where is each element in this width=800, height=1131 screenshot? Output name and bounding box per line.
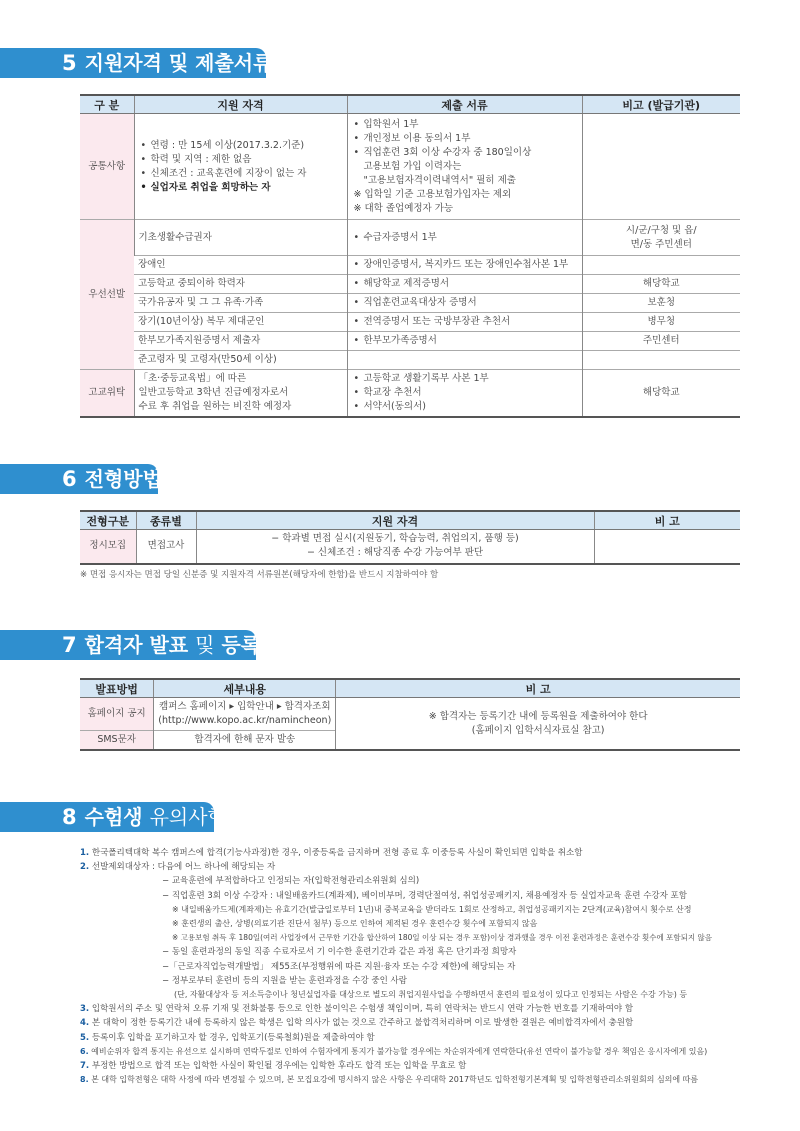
note-line: − 정부로부터 훈련비 등의 지원을 받는 훈련과정을 수강 중인 사람	[162, 975, 407, 986]
note-line: 1. 한국폴리텍대학 복수 캠퍼스에 합격(기능사과정)한 경우, 이중등록을 금지하며 전형 종료 후 이중등록 사실이 확인되면 입학을 취소함	[80, 848, 583, 858]
selection-method-table: 전형구분 종류별 지원 자격 비 고 정시모집 면접고사 − 학과별 면접 실시(지원동기, 학습능력, 취업의지, 품행 등) − 신체조건 : 해당직종 수강 가능여부 판단	[80, 510, 740, 565]
table-row: 고교위탁 「초·중등교육법」에 따른 일반고등학교 3학년 진급예정자로서 수료 후 취업을 원하는 비진학 예정자 • 고등학교 생활기록부 사본 1부 • 학교장 추천서 • 서약서(동의서) 해당학교	[80, 370, 740, 418]
section-number: 6	[62, 467, 77, 491]
section-number: 5	[62, 51, 77, 75]
col-header: 제출 서류	[347, 95, 582, 114]
table-row: 고등학교 중퇴이하 학력자 • 해당학교 제적증명서 해당학교	[80, 275, 740, 294]
category-cell: 고교위탁	[80, 370, 134, 418]
note-line: ※ 내일배움카드제(계좌제)는 유효기간(발급일로부터 1년)내 중복교육을 받더라도 1회로 산정하고, 취업성공패키지는 2단계(교육)참여시 횟수로 산정	[172, 904, 692, 914]
note-line: − 직업훈련 3회 이상 수강자 : 내일배움카드(계좌제), 베이비부머, 경력단절여성, 취업성공패키지, 채용예정자 등 실업자교육 훈련 수강자 포함	[162, 890, 687, 901]
note-line: 8. 본 대학 입학전형은 대학 사정에 따라 변경될 수 있으며, 본 모집요강에 명시하지 않은 사항은 우리대학 2017학년도 입학전형기본계획 및 입학전형관리소위원회의 심의에 따름	[80, 1075, 699, 1085]
section-6-header	[0, 464, 162, 494]
documents-cell: • 입학원서 1부 • 개인정보 이용 동의서 1부 • 직업훈련 3회 이상 수강자 중 180일이상 고용보험 가입 이력자는 "고용보험자격이력내역서" 필히 제출 ※ 입학일 기준 고용보험가입자는 제외 ※ 대학 졸업예정자 가능	[347, 114, 582, 220]
announcement-table: 발표방법 세부내용 비 고 홈페이지 공지 캠퍼스 홈페이지 ▸ 입학안내 ▸ 합격자조회 (http://www.kopo.ac.kr/namincheon) ※ 합격자는 등록기간 내에 등록원을 제출하여야 한다 (홈페이지 입학서식자료실 참고) SMS문자 합격자에 한해 문자 발송	[80, 678, 740, 751]
homepage-link[interactable]: (http://www.kopo.ac.kr/namincheon)	[158, 715, 332, 726]
table-row: 홈페이지 공지 캠퍼스 홈페이지 ▸ 입학안내 ▸ 합격자조회 (http://www.kopo.ac.kr/namincheon) ※ 합격자는 등록기간 내에 등록원을 제출하여야 한다 (홈페이지 입학서식자료실 참고)	[80, 698, 740, 731]
category-cell: 공통사항	[80, 114, 134, 220]
table-row: 국가유공자 및 그 그 유족·가족 • 직업훈련교육대상자 증명서 보훈청	[80, 294, 740, 313]
table-row: 장애인 • 장애인증명서, 복지카드 또는 장애인수첩사본 1부	[80, 256, 740, 275]
note-line: 4. 본 대학이 정한 등록기간 내에 등록하지 않은 학생은 입학 의사가 없는 것으로 간주하고 불합격처리하며 이로 발생한 결원은 예비합격자에서 충원함	[80, 1018, 634, 1029]
section-number: 7	[62, 633, 77, 657]
note-line: 6. 예비순위자 합격 통지는 유선으로 실시하며 연락두절로 인하여 수험자에게 통지가 불가능할 경우에는 차순위자에게 연락한다(유선 연락이 불가능할 경우 책임은 응시자에게 있음)	[80, 1046, 708, 1056]
category-cell: 우선선발	[80, 220, 134, 370]
note-line: 3. 입학원서의 주소 및 연락처 오류 기재 및 전화불통 등으로 인한 불이익은 수험생 책임이며, 특히 연락처는 반드시 연락 가능한 번호를 기재하여야 함	[80, 1004, 634, 1015]
note-line: − 교육훈련에 부적합하다고 인정되는 자(입학전형관리소위원회 심의)	[162, 876, 420, 887]
col-header: 구 분	[80, 95, 134, 114]
note-line: (단, 자활대상자 등 저소득층이나 청년실업자를 대상으로 별도의 취업지원사업을 수행하면서 훈련의 필요성이 있다고 인정되는 사람은 수강 가능) 등	[174, 990, 688, 1000]
note-line: 5. 등록이후 입학을 포기하고자 할 경우, 입학포기(등록철회)원을 제출하여야 함	[80, 1032, 375, 1043]
section-8-header: 8 수험생 유의사항	[0, 802, 214, 832]
section-number: 8	[62, 805, 77, 829]
table-row: 준고령자 및 고령자(만50세 이상)	[80, 351, 740, 370]
col-header: 비고 (발급기관)	[582, 95, 740, 114]
table-row	[80, 114, 740, 220]
issuer-cell	[582, 114, 740, 220]
note-line: 7. 부정한 방법으로 합격 또는 입학한 사실이 확인될 경우에는 입학한 후라도 합격 또는 입학을 무효로 함	[80, 1061, 467, 1072]
note-line: − 동일 훈련과정의 동일 직종 수료자로서 기 이수한 훈련기간과 같은 과정 혹은 단기과정 희망자	[162, 947, 517, 958]
issuer-cell: 시/군/구청 및 읍/ 면/동 주민센터	[582, 220, 740, 256]
col-header: 지원 자격	[134, 95, 347, 114]
note-line: ※ 훈련생의 출산, 상병(의료기관 진단서 첨부) 등으로 인하여 제적된 경우 훈련수강 횟수에 포함되지 않음	[172, 919, 538, 929]
note-line: ※ 고용보험 취득 후 180일(여러 사업장에서 근무한 기간을 합산하여 180일 이상 되는 경우 포함)이상 경과했을 경우 이전 훈련과정은 훈련수강 횟수에 포함되지 않음	[172, 933, 713, 943]
section-title: 지원자격 및 제출서류	[84, 51, 273, 75]
section-7-header: 7 합격자 발표 및 등록	[0, 630, 256, 660]
table-row: 정시모집 면접고사 − 학과별 면접 실시(지원동기, 학습능력, 취업의지, 품행 등) − 신체조건 : 해당직종 수강 가능여부 판단	[80, 530, 740, 564]
note-line: 2. 선발제외대상자 : 다음에 어느 하나에 해당되는 자	[80, 862, 276, 873]
notes-list	[80, 846, 770, 1087]
section-5-header	[0, 48, 273, 78]
table-row: 한부모가족지원증명서 제출자 • 한부모가족증명서 주민센터	[80, 332, 740, 351]
interview-footnote: ※ 면접 응시자는 면접 당일 신분증 및 지원자격 서류원본(해당자에 한함)을 반드시 지참하여야 함	[80, 570, 439, 580]
note-line: −「근로자직업능력개발법」 제55조(부정행위에 따른 지원·융자 또는 수강 제한)에 해당되는 자	[162, 961, 516, 972]
table-row: SMS문자 합격자에 한해 문자 발송	[80, 731, 740, 751]
qualification-table	[80, 94, 740, 418]
section-title: 전형방법	[84, 467, 162, 491]
qualification-cell: • 연령 : 만 15세 이상(2017.3.2.기준) • 학력 및 지역 : 제한 없음 • 신체조건 : 교육훈련에 지장이 없는 자 • 실업자로 취업을 희망하는 자	[134, 114, 347, 220]
table-row: 우선선발 기초생활수급권자 • 수급자증명서 1부 시/군/구청 및 읍/ 면/동 주민센터	[80, 220, 740, 256]
table-row: 장기(10년이상) 복무 제대군인 • 전역증명서 또는 국방부장관 추천서 병무청	[80, 313, 740, 332]
